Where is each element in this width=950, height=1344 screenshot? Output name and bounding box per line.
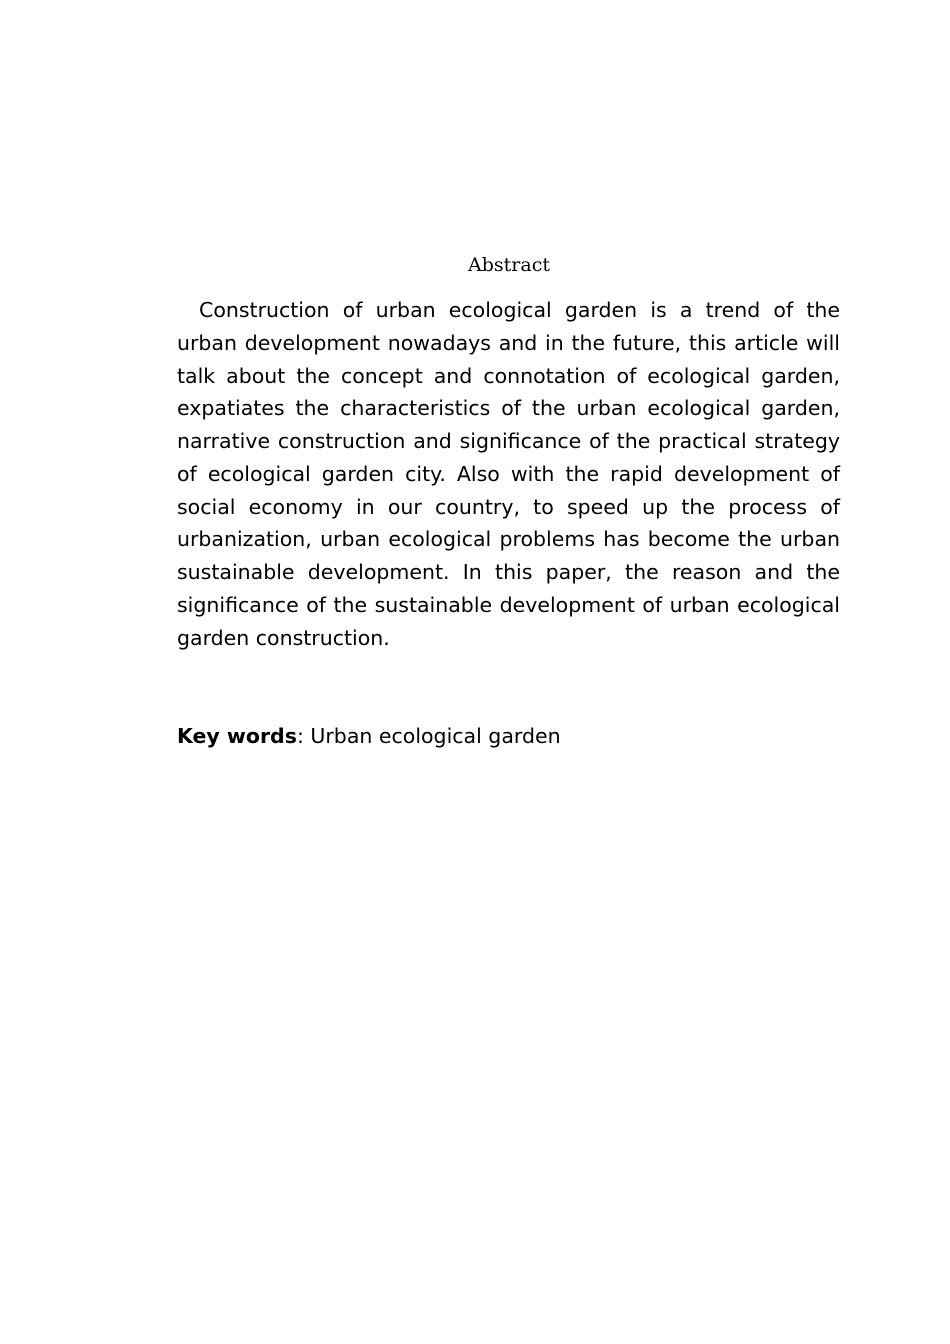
keywords-value: Urban ecological garden bbox=[310, 724, 561, 748]
keywords-label: Key words bbox=[177, 724, 297, 748]
keywords-separator: : bbox=[296, 724, 311, 748]
keywords-line bbox=[177, 720, 840, 753]
abstract-paragraph: Construction of urban ecological garden is a trend of the urban development nowadays and in the future, this article will talk about the concept and connotation of ecological garden, expatiates the characteristics of the urban ecological garden, narrative construction and significance of the practical strategy of ecological garden city. Also with the rapid development of social economy in our country, to speed up the process of urbanization, urban ecological problems has become the urban sustainable development. In this paper, the reason and the significance of the sustainable development of urban ecological garden construction. bbox=[177, 298, 840, 650]
abstract-heading: Abstract bbox=[468, 254, 550, 276]
